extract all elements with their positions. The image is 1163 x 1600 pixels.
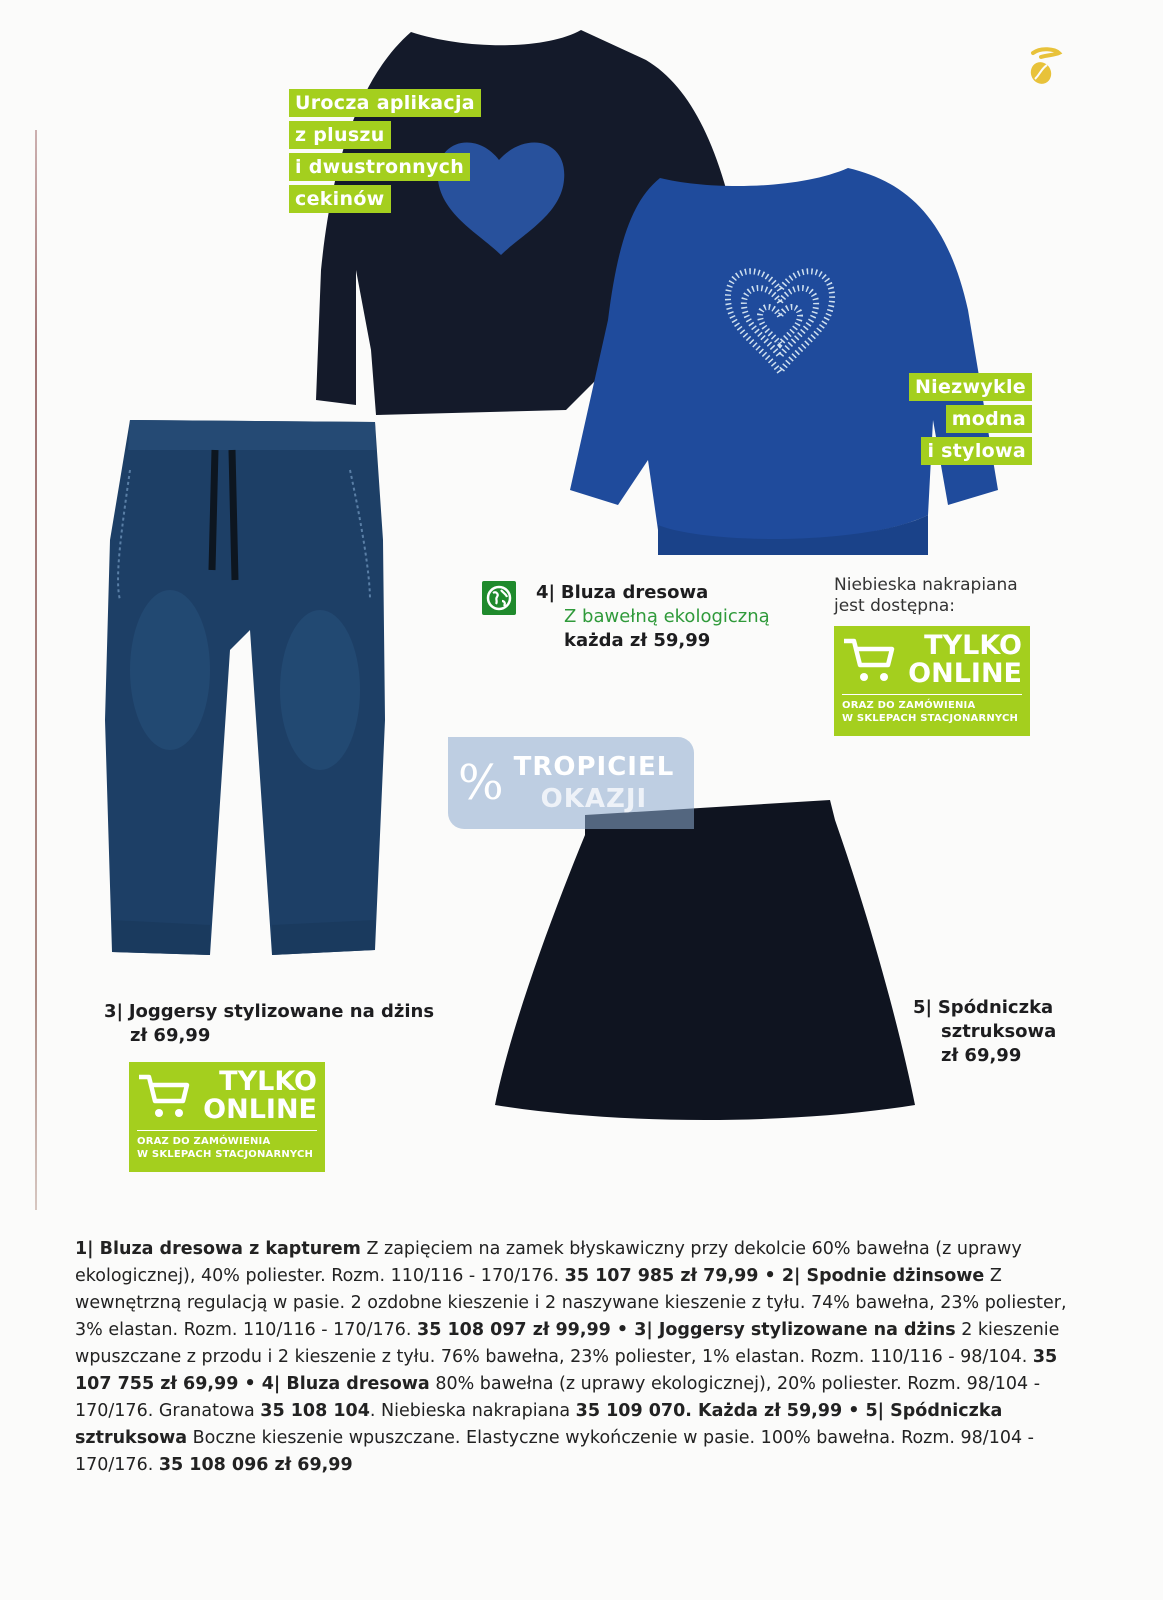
badge-sub1: ORAZ DO ZAMÓWIENIA: [137, 1136, 271, 1147]
badge-line1: TYLKO: [924, 630, 1022, 661]
product-name: Spódniczka: [937, 997, 1054, 1018]
corduroy-skirt-image: [490, 800, 920, 1120]
desc-text: Z zapięciem na zamek błyskawiczny przy dekolcie 60% bawełna (z uprawy ekologicznej), 40% poliester. Rozm. 110/116 - 170/176.: [75, 1239, 1022, 1286]
shopping-cart-icon: [842, 635, 896, 685]
desc-text: 2 kieszenie wpuszczane z przodu i 2 kieszenie z tyłu. 76% bawełna, 23% poliester, 1% elastan. Rozm. 110/116 - 98/104.: [75, 1320, 1060, 1367]
badge-line1: TYLKO: [219, 1066, 317, 1097]
eco-globe-icon: [482, 581, 516, 615]
shopping-cart-icon: [137, 1071, 191, 1121]
watermark-line1: TROPICIEL: [513, 752, 675, 782]
page-edge-line: [35, 130, 37, 1210]
availability-note: [834, 575, 1018, 617]
desc-text: . Niebieska nakrapiana: [369, 1401, 576, 1421]
desc-title: 3| Joggersy stylizowane na dżins: [634, 1320, 956, 1340]
availability-note-line: Niebieska nakrapiana: [834, 575, 1018, 595]
callout-stylish: [914, 373, 1032, 465]
badge-line2: ONLINE: [908, 658, 1022, 689]
callout-line: i stylowa: [921, 437, 1032, 465]
desc-separator: •: [758, 1266, 782, 1286]
percent-icon: %: [458, 755, 504, 811]
desc-code-price: 35 109 070. Każda zł 59,99: [575, 1401, 843, 1421]
online-only-badge: [834, 626, 1030, 736]
desc-code-price: 35 108 096 zł 69,99: [158, 1455, 353, 1475]
desc-title: 5| Spódniczka sztruksowa: [75, 1401, 1003, 1448]
product-caption-joggers: [104, 1000, 434, 1048]
product-number: 3|: [104, 1001, 124, 1022]
desc-separator: •: [238, 1374, 262, 1394]
product-descriptions: [75, 1236, 1085, 1479]
product-name: Joggersy stylizowane na dżins: [128, 1001, 435, 1022]
callout-line: Niezwykle: [909, 373, 1032, 401]
callout-applique: [289, 89, 481, 213]
product-name: Bluza dresowa: [560, 582, 709, 603]
denim-joggers-image: [100, 420, 400, 980]
blue-sweatshirt-image: [548, 160, 1018, 560]
product-number: 4|: [536, 582, 556, 603]
product-number: 5|: [913, 997, 933, 1018]
badge-sub2: W SKLEPACH STACJONARNYCH: [137, 1149, 314, 1160]
desc-text: 80% bawełna (z uprawy ekologicznej), 20% poliester. Rozm. 98/104 - 170/176. Granatowa: [75, 1374, 1041, 1421]
desc-code-price: 35 108 097 zł 99,99: [417, 1320, 611, 1340]
availability-note-line: jest dostępna:: [834, 596, 955, 616]
callout-line: Urocza aplikacja: [289, 89, 481, 117]
desc-separator: •: [842, 1401, 866, 1421]
desc-text: Boczne kieszenie wpuszczane. Elastyczne wykończenie w pasie. 100% bawełna. Rozm. 98/104 - 170/176.: [75, 1428, 1034, 1475]
desc-code-price: 35 107 985 zł 79,99: [564, 1266, 759, 1286]
product-caption-sweatshirt: [482, 581, 770, 653]
desc-title: 4| Bluza dresowa: [261, 1374, 430, 1394]
badge-sub2: W SKLEPACH STACJONARNYCH: [842, 713, 1019, 724]
product-price: każda zł 59,99: [564, 630, 711, 651]
desc-title: 2| Spodnie dżinsowe: [781, 1266, 985, 1286]
desc-text: Z wewnętrzną regulacją w pasie. 2 ozdobne kieszenie i 2 naszywane kieszenie z tyłu. 74% bawełna, 23% poliester, 3% elastan. Rozm. 110/116 - 170/176.: [75, 1266, 1067, 1340]
desc-separator: •: [610, 1320, 635, 1340]
online-only-badge: [129, 1062, 325, 1172]
badge-sub1: ORAZ DO ZAMÓWIENIA: [842, 700, 976, 711]
watermark-line2: OKAZJI: [540, 784, 648, 814]
badge-line2: ONLINE: [203, 1094, 317, 1125]
callout-line: modna: [946, 405, 1032, 433]
brand-logo-icon: [1025, 45, 1065, 87]
desc-title: 1| Bluza dresowa z kapturem: [75, 1239, 361, 1259]
eco-label: Z bawełną ekologiczną: [564, 606, 770, 627]
product-caption-skirt: [913, 996, 1056, 1068]
product-name-line2: sztruksowa: [941, 1021, 1057, 1042]
desc-code-price: 35 107 755 zł 69,99: [75, 1347, 1058, 1394]
product-price: zł 69,99: [130, 1025, 211, 1046]
desc-code: 35 108 104: [260, 1401, 370, 1421]
tropiciel-okazji-watermark: [448, 737, 694, 829]
product-price: zł 69,99: [941, 1045, 1022, 1066]
callout-line: z pluszu: [289, 121, 391, 149]
callout-line: i dwustronnych: [289, 153, 470, 181]
callout-line: cekinów: [289, 185, 391, 213]
